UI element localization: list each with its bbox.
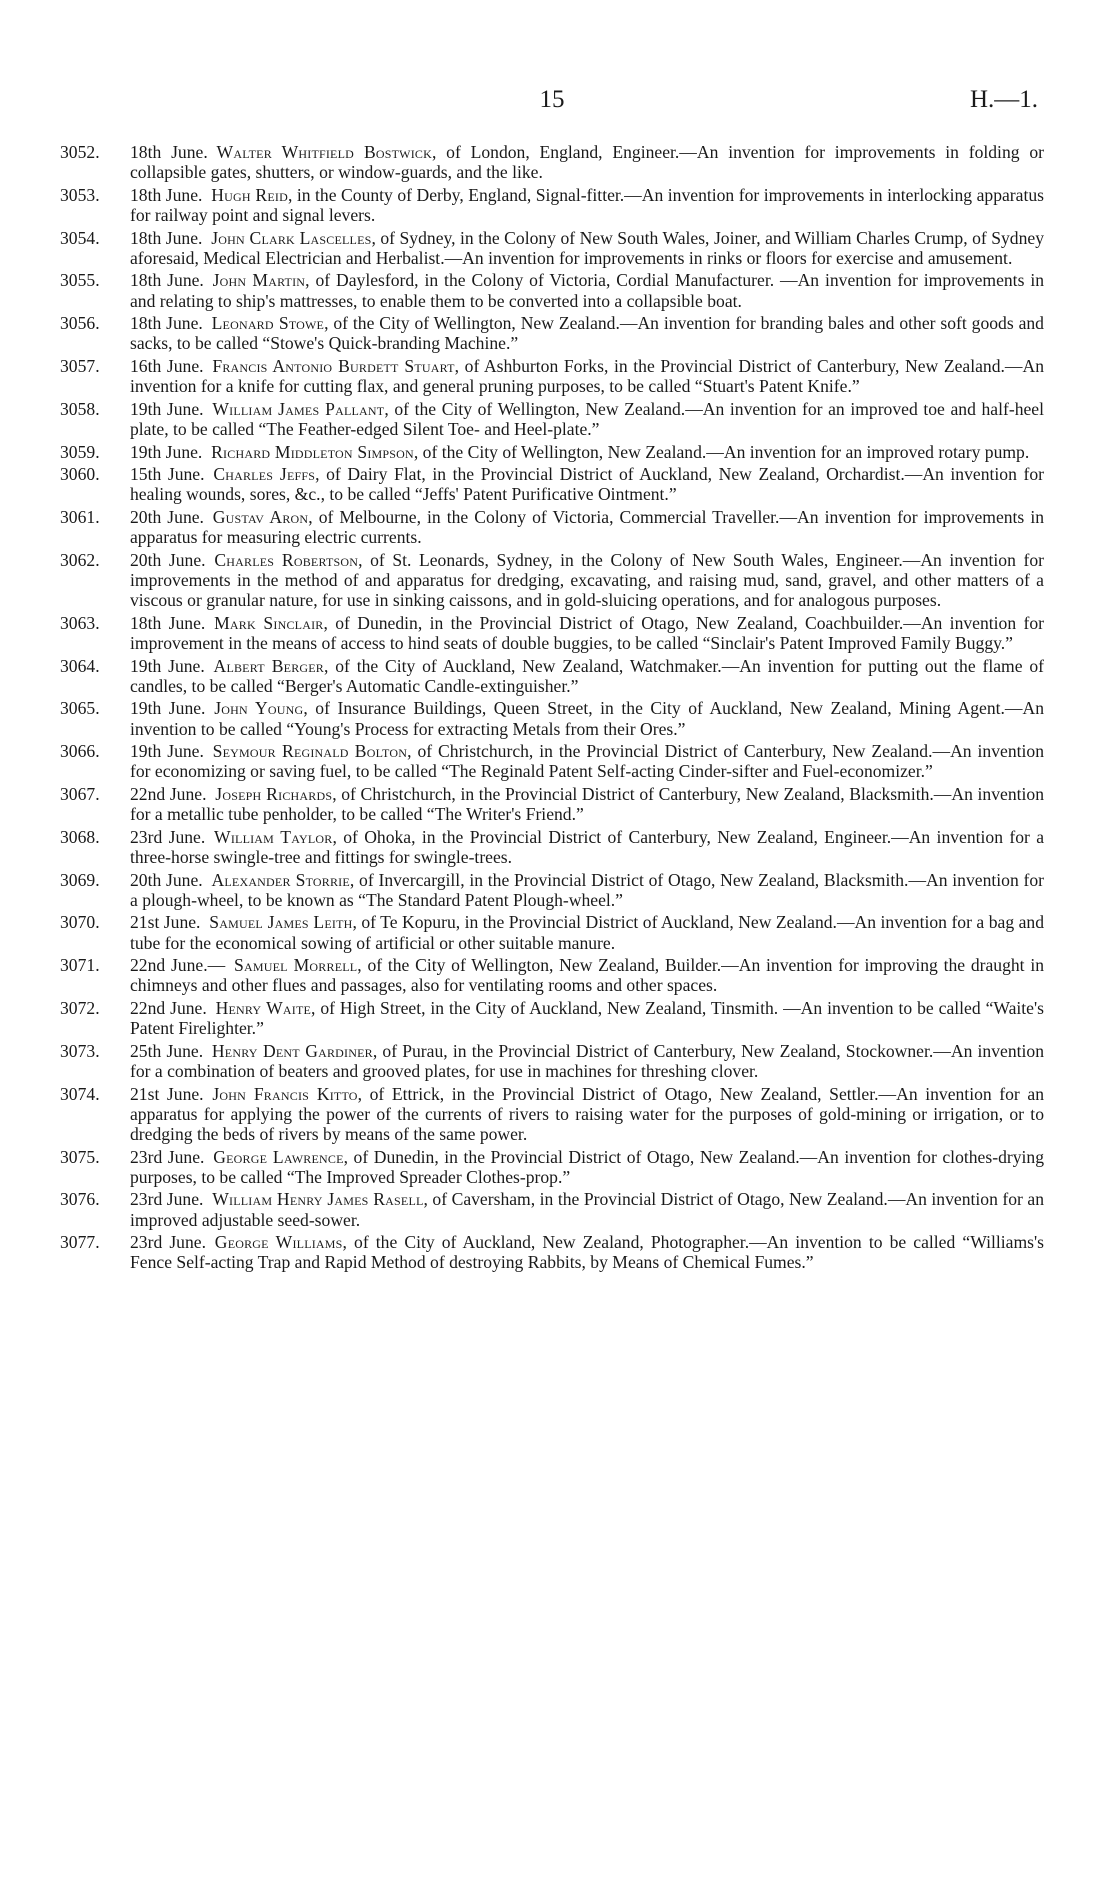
entry-number: 3074. [60,1083,100,1104]
entry-description: , of Sydney, in the Colony of New South Wales, Joiner, and William Charles Crump, of Sydney aforesaid, Medical Electrician and Herbalist.—An invention for improvements in rinks or floors for exercise and amusement. [130,227,1044,268]
entry-number: 3058. [60,398,100,419]
patent-entry [60,185,1044,225]
patent-entry [60,613,1044,653]
entry-date: 23rd June. [130,1232,206,1253]
entry-description: , of High Street, in the City of Auckland, New Zealand, Tinsmith. —An invention to be called “Waite's Patent Firelighter.” [130,997,1044,1039]
entry-number: 3077. [60,1232,100,1253]
patent-entry [60,998,1044,1038]
applicant-name: Charles Robertson [214,549,359,570]
entry-number: 3064. [60,655,100,676]
patent-entry [60,464,1044,504]
entry-description: , of Daylesford, in the Colony of Victoria, Cordial Manufacturer. —An invention for improvements in and relating to ship's mattresses, to enable them to be converted into a collapsible boat. [130,270,1044,311]
applicant-name: William Henry James Rasell [212,1189,424,1210]
entry-number: 3057. [60,355,100,376]
entry-number: 3055. [60,270,100,291]
entry-number: 3066. [60,741,100,762]
entry-date: 18th June. [130,142,208,162]
entry-number: 3059. [60,441,100,462]
patent-entry [60,228,1044,268]
patent-entry [60,698,1044,738]
entry-number: 3071. [60,955,100,976]
entry-date: 18th June. [130,612,206,633]
entry-number: 3053. [60,184,100,205]
entry-number: 3075. [60,1146,100,1167]
applicant-name: Mark Sinclair [214,612,324,633]
applicant-name: George Lawrence [213,1146,344,1167]
applicant-name: Gustav Aron [212,506,309,527]
entry-date: 21st June. [130,1083,204,1104]
entry-date: 18th June. [130,227,203,248]
entry-description: , of Insurance Buildings, Queen Street, in the City of Auckland, New Zealand, Mining Agent.—An invention to be called “Young's Process for extracting Metals from their Ores.” [130,698,1044,739]
entry-number: 3073. [60,1040,100,1061]
patent-entry [60,1041,1044,1081]
patent-entry [60,870,1044,910]
entry-description: , of Dunedin, in the Provincial District of Otago, New Zealand, Coachbuilder.—An invention for improvement in the means of access to hind seats of double buggies, to be called “Sinclair's Patent Improved Family Buggy.” [130,612,1045,653]
entry-description: , of Christchurch, in the Provincial District of Canterbury, New Zealand, Blacksmith.—An invention for a metallic tube penholder, to be called “The Writer's Friend.” [130,783,1044,825]
page-header [60,86,1044,142]
entry-description: , of Ohoka, in the Provincial District of Canterbury, New Zealand, Engineer.—An invention for a three-horse swingle-tree and fittings for swingle-trees. [130,826,1045,867]
entry-description: , of the City of Auckland, New Zealand, Photographer.—An invention to be called “Williams's Fence Self-acting Trap and Rapid Method of destroying Rabbits, by Means of Chemical Fumes.” [130,1232,1044,1273]
patent-entry [60,1147,1044,1187]
entry-date: 18th June. [130,184,203,205]
entry-date: 22nd June. [130,783,207,804]
entry-description: , of Melbourne, in the Colony of Victoria, Commercial Traveller.—An invention for improvements in apparatus for measuring electric currents. [130,506,1044,548]
entry-description: , of London, England, Engineer.—An invention for improvements in folding or collapsible gates, shutters, or window-guards, and the like. [130,142,1044,183]
patent-entry [60,550,1044,611]
patent-entry [60,1084,1044,1145]
applicant-name: Henry Waite [215,997,312,1018]
applicant-name: Francis Antonio Burdett Stuart [212,355,455,376]
entry-number: 3070. [60,912,100,933]
entry-date: 23rd June. [130,826,206,847]
entry-number: 3056. [60,313,100,334]
applicant-name: Richard Middleton Simpson [211,441,414,462]
entry-date: 19th June. [130,741,204,762]
entry-date: 20th June. [130,869,203,890]
entry-number: 3072. [60,997,100,1018]
entry-date: 18th June. [130,313,203,334]
patent-entry [60,1232,1044,1272]
entry-description: , of Caversham, in the Provincial District of Otago, New Zealand.—An invention for an improved adjustable seed-sower. [130,1189,1045,1230]
entry-date: 23rd June. [130,1146,205,1167]
entry-date: 19th June. [130,655,205,676]
entry-date: 22nd June.— [130,955,226,976]
entry-description: , of Invercargill, in the Provincial District of Otago, New Zealand, Blacksmith.—An invention for a plough-wheel, to be known as “The Standard Patent Plough-wheel.” [130,869,1045,910]
applicant-name: Henry Dent Gardiner [211,1040,373,1061]
applicant-name: Hugh Reid [211,184,288,205]
entry-date: 22nd June. [130,997,207,1018]
applicant-name: John Clark Lascelles [211,227,372,248]
entry-date: 15th June. [130,464,205,485]
patent-entry [60,442,1044,462]
applicant-name: John Young [214,698,304,719]
applicant-name: Albert Berger [213,655,325,676]
entry-description: , of Ettrick, in the Provincial District of Otago, New Zealand, Settler.—An invention for an apparatus for applying the power of the currents of rivers to raising water for the purposes of gold-mining or irrigation, or to dredging the beds of rivers by means of the same power. [130,1083,1044,1144]
entry-date: 20th June. [130,506,204,527]
entry-description: , of Christchurch, in the Provincial District of Canterbury, New Zealand.—An invention for economizing or saving fuel, to be called “The Reginald Patent Self-acting Cinder-sifter and Fuel-economizer.” [130,741,1044,782]
entry-description: , of Purau, in the Provincial District of Canterbury, New Zealand, Stockowner.—An invention for a combination of beaters and grooved plates, for use in machines for threshing clover. [130,1040,1044,1081]
entry-description: , of Ashburton Forks, in the Provincial District of Canterbury, New Zealand.—An invention for a knife for cutting flax, and general pruning purposes, to be called “Stuart's Patent Knife.” [130,355,1044,397]
entry-description: , of the City of Wellington, New Zealand.—An invention for an improved toe and half-heel plate, to be called “The Feather-edged Silent Toe- and Heel-plate.” [130,398,1044,439]
entry-description: , of the City of Wellington, New Zealand.—An invention for an improved rotary pump. [413,441,1030,462]
patent-entry [60,399,1044,439]
applicant-name: Joseph Richards [215,783,333,804]
entry-description: , of the City of Wellington, New Zealand, Builder.—An invention for improving the draught in chimneys and other flues and passages, also for ventilating rooms and other spaces. [130,955,1044,996]
applicant-name: Leonard Stowe [211,313,325,334]
entry-number: 3061. [60,506,100,527]
applicant-name: Samuel James Leith [209,912,353,933]
entry-number: 3060. [60,464,100,485]
patent-entry [60,313,1044,353]
entry-number: 3054. [60,227,100,248]
patent-entry [60,955,1044,995]
entry-date: 25th June. [130,1040,204,1061]
entry-description: , of the City of Wellington, New Zealand.—An invention for branding bales and other soft goods and sacks, to be called “Stowe's Quick-branding Machine.” [130,313,1044,354]
patent-entry [60,270,1044,310]
patent-entry-list [60,142,1044,1273]
patent-entry [60,356,1044,396]
entry-date: 19th June. [130,698,206,719]
applicant-name: Charles Jeffs [213,464,316,485]
entry-number: 3068. [60,826,100,847]
entry-number: 3067. [60,783,100,804]
entry-date: 23rd June. [130,1189,204,1210]
applicant-name: Walter Whitfield Bostwick [216,142,432,162]
entry-date: 20th June. [130,549,206,570]
entry-date: 19th June. [130,398,204,419]
entry-number: 3063. [60,612,100,633]
entry-description: , of Dairy Flat, in the Provincial District of Auckland, New Zealand, Orchardist.—An invention for healing wounds, sores, &c., to be called “Jeffs' Patent Purificative Ointment.” [130,464,1044,505]
entry-date: 16th June. [130,355,204,376]
entry-date: 21st June. [130,912,201,933]
entry-number: 3062. [60,549,100,570]
entry-description: , of Te Kopuru, in the Provincial District of Auckland, New Zealand.—An invention for a bag and tube for the economical sowing of artificial or other suitable manure. [130,912,1044,953]
entry-description: , of St. Leonards, Sydney, in the Colony of New South Wales, Engineer.—An invention for improvements in the method of and apparatus for dredging, excavating, and raising mud, sand, gravel, and other matters of a viscous or granular nature, for use in sinking caissons, and in gold-sluicing operations, and for analogous purposes. [130,549,1044,611]
entry-number: 3065. [60,698,100,719]
entry-number: 3076. [60,1189,100,1210]
entry-date: 18th June. [130,270,204,291]
applicant-name: George Williams [214,1232,343,1253]
patent-entry [60,1189,1044,1229]
entry-description: , of Dunedin, in the Provincial District of Otago, New Zealand.—An invention for clothes-drying purposes, to be called “The Improved Spreader Clothes-prop.” [130,1146,1045,1187]
applicant-name: William Taylor [214,826,333,847]
entry-number: 3069. [60,869,100,890]
applicant-name: Seymour Reginald Bolton [212,741,408,762]
patent-entry [60,912,1044,952]
patent-entry [60,507,1044,547]
patent-entry [60,827,1044,867]
document-reference: H.—1. [969,86,1038,113]
page-number: 15 [539,86,565,113]
applicant-name: Samuel Morrell [233,955,358,976]
applicant-name: William James Pallant [212,398,385,419]
entry-number: 3052. [60,142,100,162]
applicant-name: John Martin [212,270,306,291]
applicant-name: Alexander Storrie [211,869,350,890]
applicant-name: John Francis Kitto [212,1083,358,1104]
patent-entry [60,741,1044,781]
patent-entry [60,784,1044,824]
entry-date: 19th June. [130,441,203,462]
entry-description: , of the City of Auckland, New Zealand, Watchmaker.—An invention for putting out the flame of candles, to be called “Berger's Automatic Candle-extinguisher.” [130,655,1044,696]
patent-entry [60,142,1044,182]
entry-description: , in the County of Derby, England, Signal-fitter.—An invention for improvements in interlocking apparatus for railway point and signal levers. [130,184,1044,225]
patent-entry [60,656,1044,696]
